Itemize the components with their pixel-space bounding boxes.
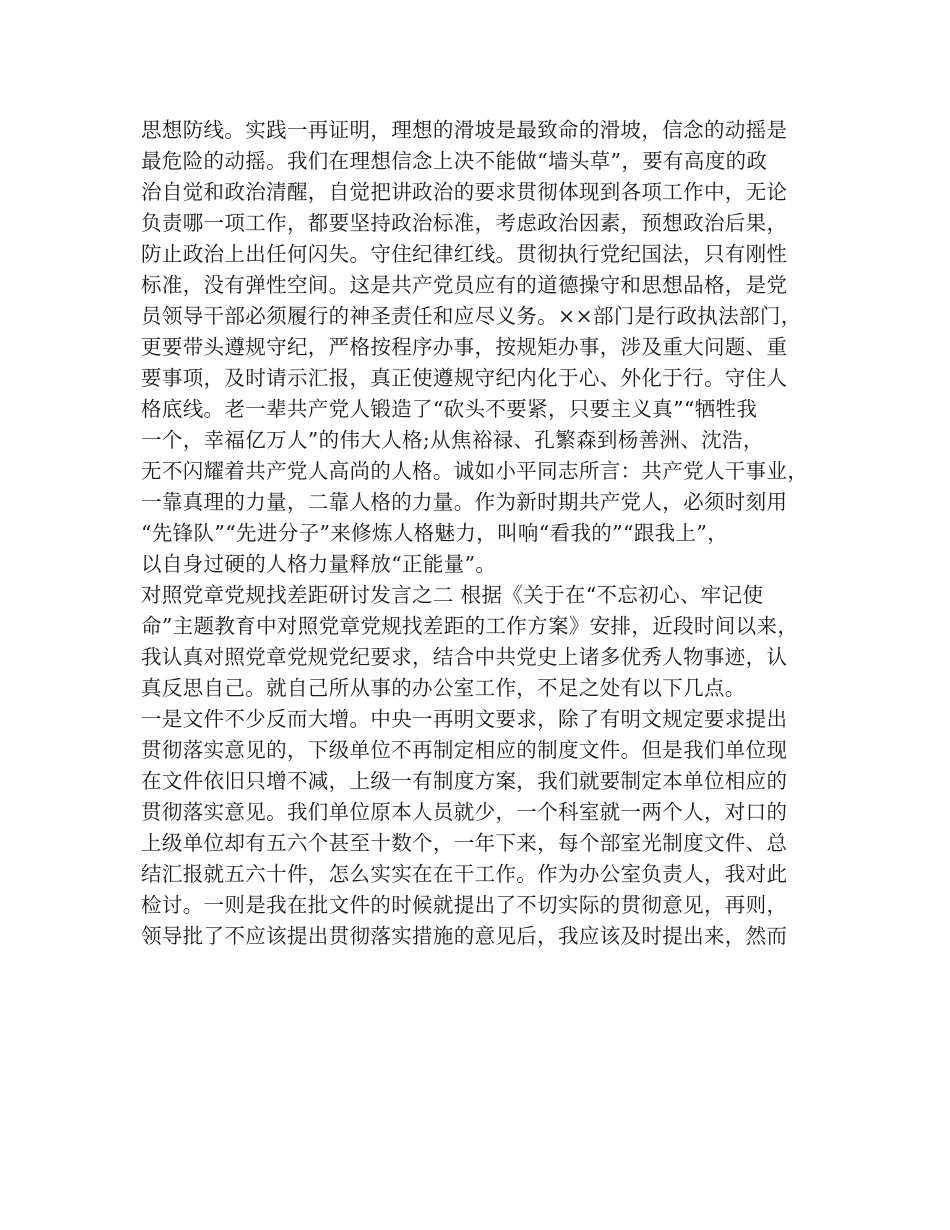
section-heading-line: 对照党章党规找差距研讨发言之二 根据《关于在“不忘初心、牢记使 (141, 583, 764, 607)
text-line: 贯彻落实意见。我们单位原本人员就少，一个科室就一两个人，对口的 (141, 800, 788, 824)
text-line: 标准，没有弹性空间。这是共产党员应有的道德操守和思想品格，是党 (141, 273, 788, 297)
text-line: 一靠真理的力量，二靠人格的力量。作为新时期共产党人，必须时刻用 (141, 490, 788, 514)
text-line: 最危险的动摇。我们在理想信念上决不能做“墙头草”，要有高度的政 (141, 149, 768, 173)
text-line: 命”主题教育中对照党章党规找差距的工作方案》安排，近段时间以来， (141, 614, 799, 638)
text-line: 思想防线。实践一再证明，理想的滑坡是最致命的滑坡，信念的动摇是 (141, 118, 788, 142)
text-line: 治自觉和政治清醒，自觉把讲政治的要求贯彻体现到各项工作中，无论 (141, 180, 788, 204)
text-line: 格底线。老一辈共产党人锻造了“砍头不要紧，只要主义真”“牺牲我 (141, 397, 758, 421)
text-line: 防止政治上出任何闪失。守住纪律红线。贯彻执行党纪国法，只有刚性 (141, 242, 788, 266)
text-line: 检讨。一则是我在批文件的时候就提出了不切实际的贯彻意见，再则， (141, 893, 788, 917)
text-line: 我认真对照党章党规党纪要求，结合中共党史上诸多优秀人物事迹，认 (141, 645, 788, 669)
text-line: 领导批了不应该提出贯彻落实措施的意见后，我应该及时提出来，然而 (141, 924, 788, 948)
text-line: 在文件依旧只增不减，上级一有制度方案，我们就要制定本单位相应的 (141, 769, 788, 793)
body-text (141, 115, 841, 952)
text-line: 要事项，及时请示汇报，真正使遵规守纪内化于心、外化于行。守住人 (141, 366, 788, 390)
text-line: 更要带头遵规守纪，严格按程序办事，按规矩办事，涉及重大问题、重 (141, 335, 788, 359)
text-line: 上级单位却有五六个甚至十数个，一年下来，每个部室光制度文件、总 (141, 831, 788, 855)
text-line: 无不闪耀着共产党人高尚的人格。诚如小平同志所言：共产党人干事业， (141, 459, 809, 483)
text-line: 以自身过硬的人格力量释放“正能量”。 (141, 552, 497, 576)
text-line: 一是文件不少反而大增。中央一再明文要求，除了有明文规定要求提出 (141, 707, 788, 731)
text-line: 结汇报就五六十件，怎么实实在在干工作。作为办公室负责人，我对此 (141, 862, 788, 886)
text-line: “先锋队”“先进分子”来修炼人格魅力，叫响“看我的”“跟我上”， (141, 521, 729, 545)
text-line: 一个，幸福亿万人”的伟大人格;从焦裕禄、孔繁森到杨善洲、沈浩， (141, 428, 764, 452)
text-line: 真反思自己。就自己所从事的办公室工作，不足之处有以下几点。 (141, 676, 746, 700)
text-line: 贯彻落实意见的，下级单位不再制定相应的制度文件。但是我们单位现 (141, 738, 788, 762)
text-line: 负责哪一项工作，都要坚持政治标准，考虑政治因素，预想政治后果， (141, 211, 788, 235)
text-line: 员领导干部必须履行的神圣责任和应尽义务。××部门是行政执法部门， (141, 304, 802, 328)
